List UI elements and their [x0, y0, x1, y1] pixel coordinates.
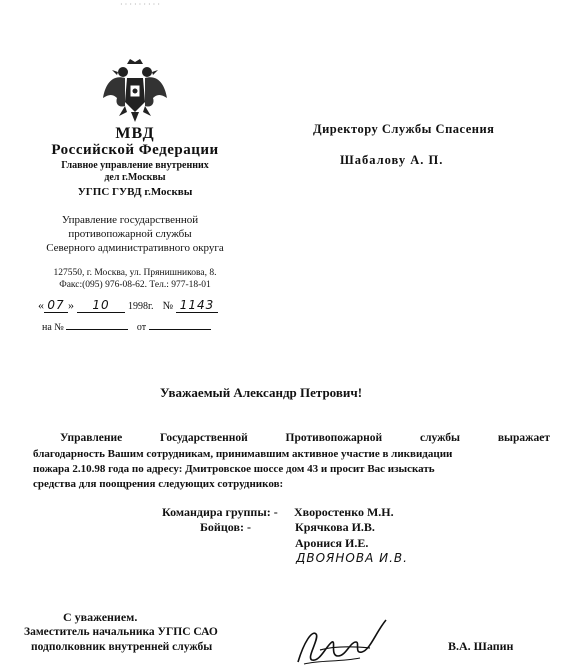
body-line-3: пожара 2.10.98 года по адресу: Дмитровское шоссе дом 43 и просит Вас изыскать — [33, 463, 435, 475]
body-line-2: благодарность Вашим сотрудникам, принимавшим активное участие в ликвидации — [33, 448, 453, 460]
header-line-1: Главное управление внутренних — [61, 160, 209, 171]
department-line-1: Управление государственной — [61, 214, 199, 226]
federation-title: Российской Федерации — [51, 142, 219, 158]
department-line-2: противопожарной службы — [68, 228, 192, 240]
contacts: Факс:(095) 976-08-62. Тел.: 977-18-01 — [59, 280, 211, 290]
fighters-label: Бойцов: - — [200, 520, 251, 534]
outgoing-number: 1143 — [176, 298, 218, 313]
coat-of-arms-emblem — [101, 58, 169, 124]
year-suffix: г. — [148, 301, 154, 312]
date-year: 1998 — [128, 301, 148, 312]
header-line-3: УГПС ГУВД г.Москвы — [77, 186, 193, 198]
closing-position-1: Заместитель начальника УГПС САО — [24, 626, 218, 638]
salutation: Уважаемый Александр Петрович! — [160, 385, 363, 400]
handwritten-signature — [290, 612, 400, 667]
ref-number-blank — [66, 329, 128, 330]
closing-regards: С уважением. — [63, 610, 138, 624]
date-number-line: « 07 » 10 1998г. № 1143 — [38, 298, 248, 313]
date-month: 10 — [77, 298, 125, 313]
fighter-2: Аронися И.Е. — [295, 536, 369, 550]
header-line-2: дел г.Москвы — [104, 172, 166, 183]
ref-from-label: от — [136, 322, 147, 333]
ministry-title: МВД — [115, 125, 155, 142]
reference-line — [42, 322, 211, 333]
commander-label: Командира группы: - — [162, 505, 278, 519]
commander-name: Хворостенко М.Н. — [294, 505, 394, 519]
department-line-3: Северного административного округа — [46, 242, 224, 254]
fighter-1: Крячкова И.В. — [295, 520, 375, 534]
number-label: № — [162, 300, 173, 312]
fighter-3-handwritten: ДВОЯНОВА И.В. — [296, 551, 408, 565]
body-line-4: средства для поощрения следующих сотрудников: — [33, 478, 284, 490]
address: 127550, г. Москва, ул. Прянишникова, 8. — [53, 268, 217, 278]
addressee-line-1: Директору Службы Спасения — [313, 122, 495, 136]
date-day: 07 — [44, 298, 68, 313]
signatory-name: В.А. Шапин — [448, 639, 514, 653]
ref-date-blank — [149, 329, 211, 330]
ref-label: на № — [42, 322, 64, 333]
addressee-line-2: Шабалову А. П. — [340, 153, 444, 167]
closing-position-2: подполковник внутренней службы — [31, 641, 213, 653]
scan-noise: · · · · · · · · · — [120, 0, 160, 9]
body-line-1: Управление Государственной Противопожарной службы выражает — [60, 432, 550, 444]
